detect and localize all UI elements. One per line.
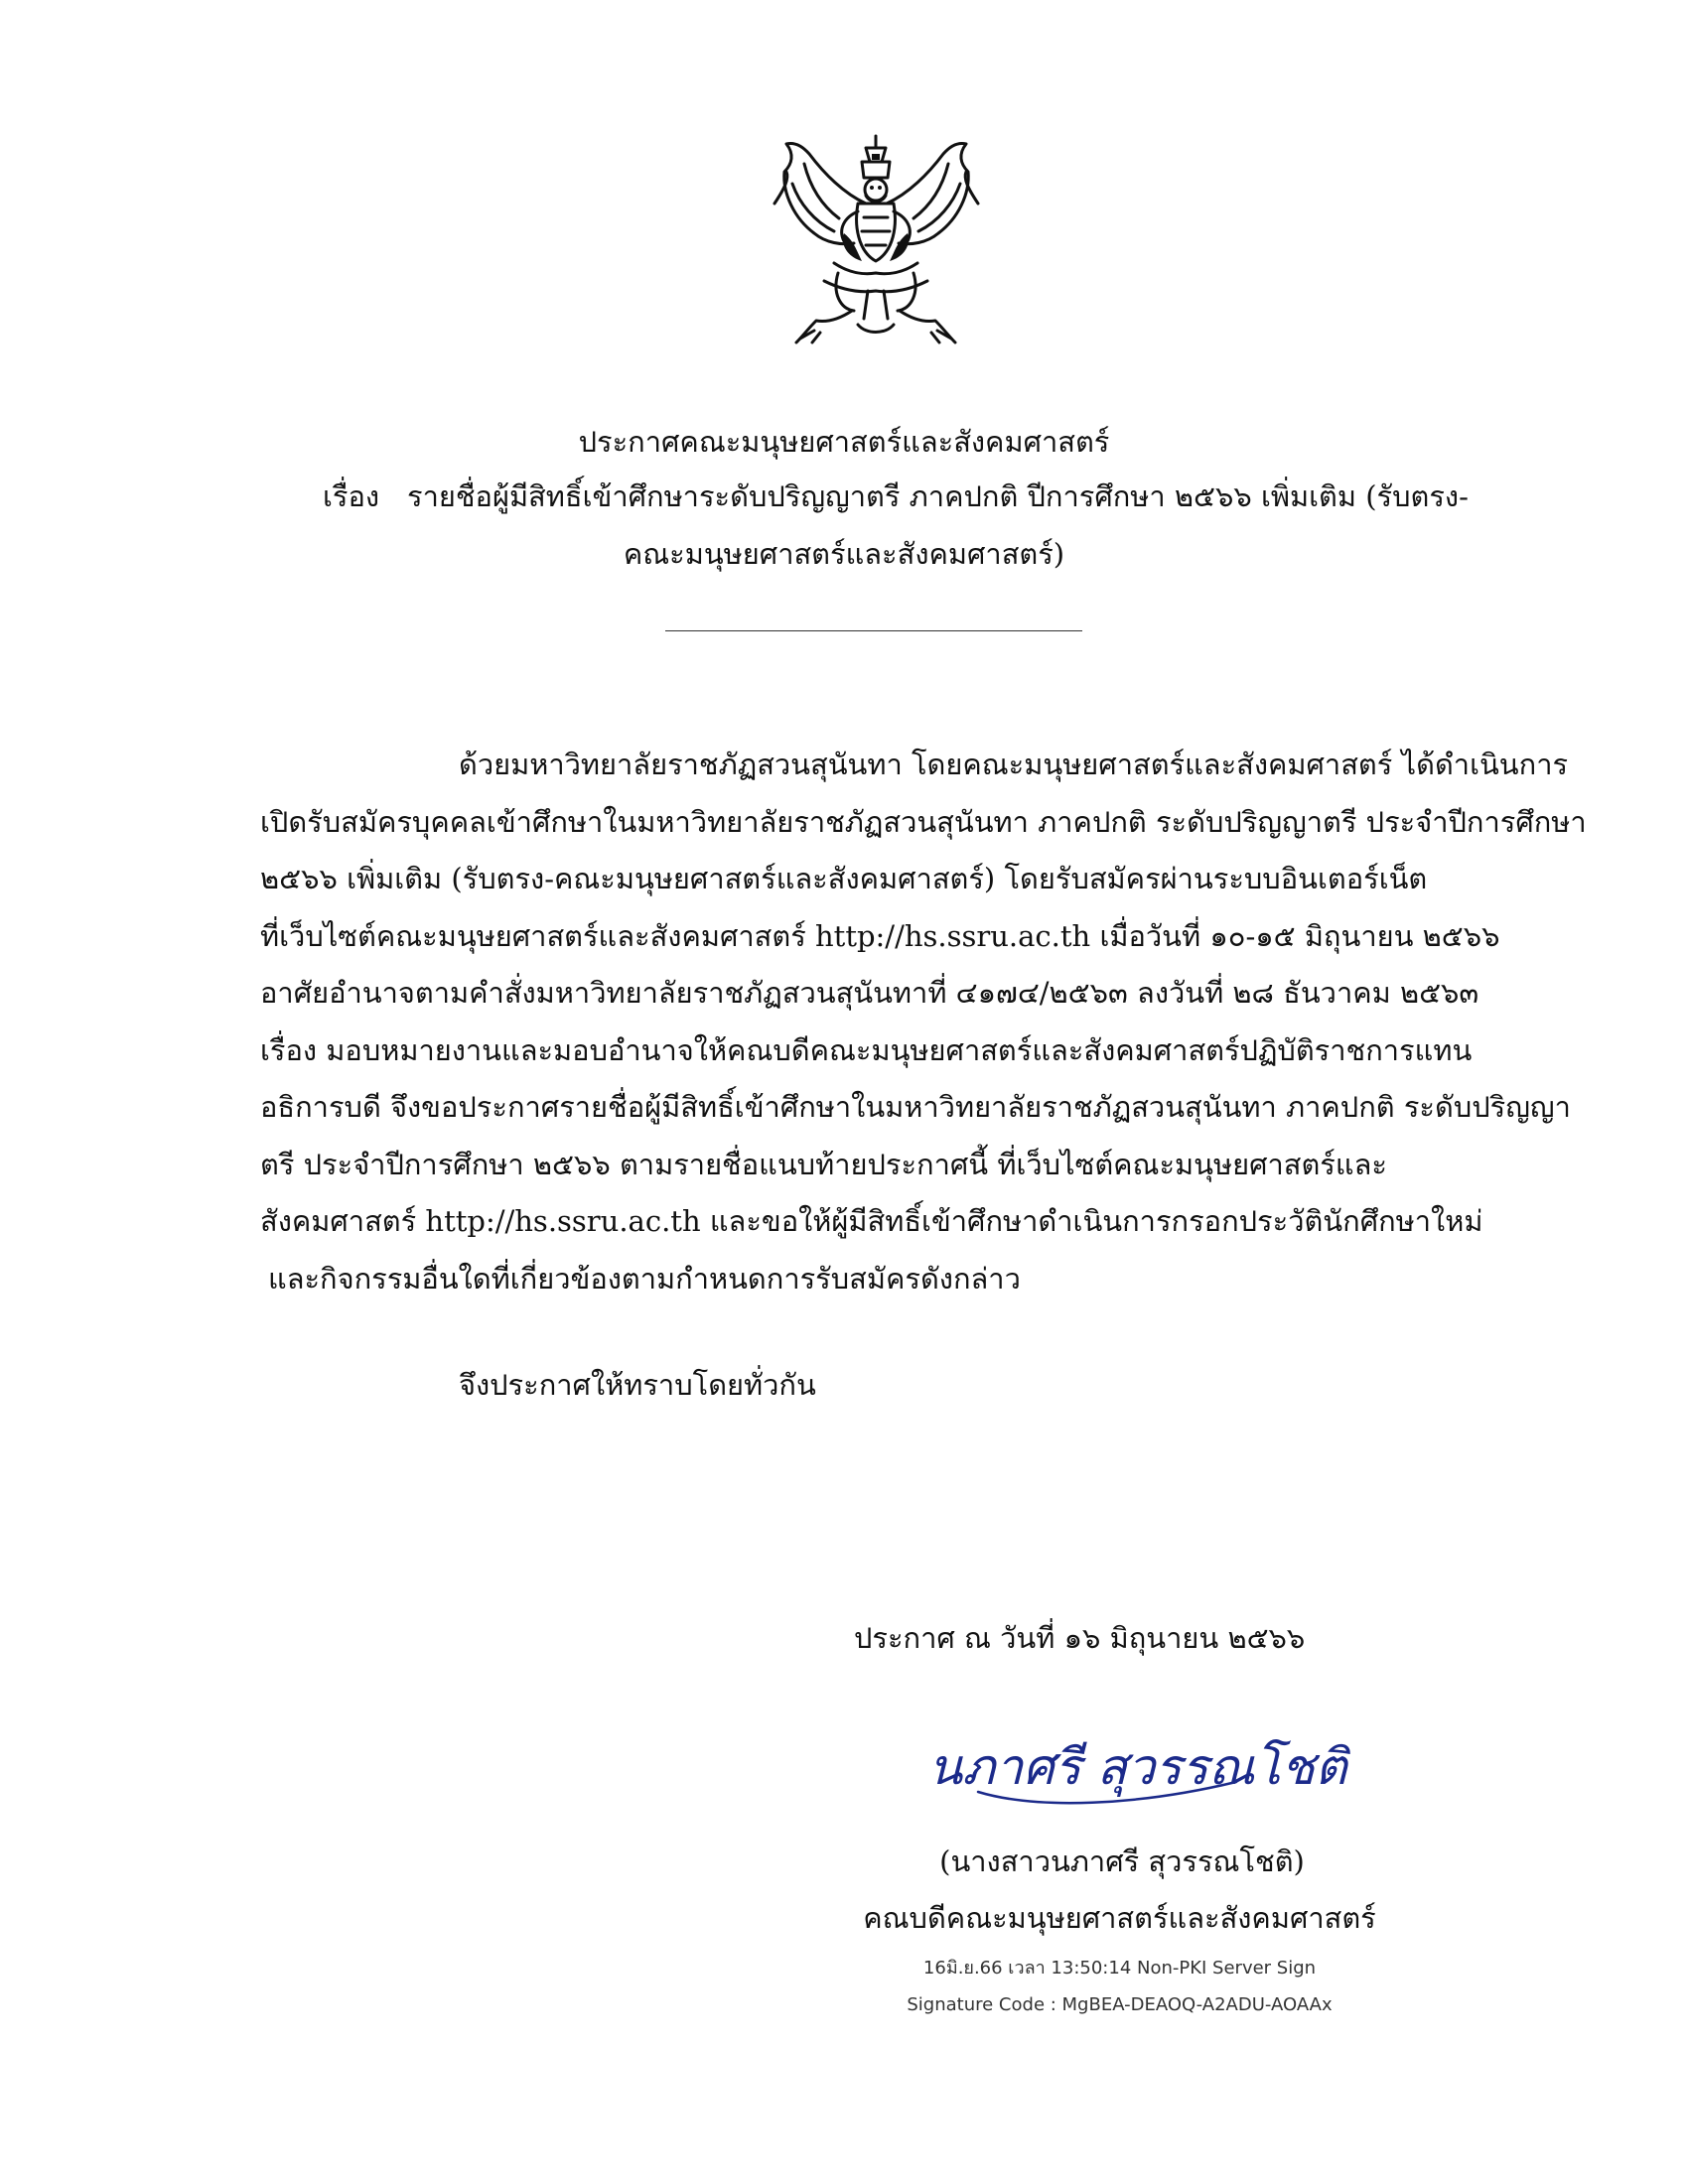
body-line: และกิจกรรมอื่นใดที่เกี่ยวข้องตามกำหนดการรับสมัครดังกล่าว	[268, 1261, 1021, 1296]
handwritten-signature	[918, 1722, 1347, 1817]
signature-code: Signature Code : MgBEA-DEAOQ-A2ADU-AOAAx	[907, 1994, 1333, 2015]
body-line: อาศัยอำนาจตามคำสั่งมหาวิทยาลัยราชภัฏสวนสุนันทาที่ ๔๑๗๔/๒๕๖๓ ลงวันที่ ๒๘ ธันวาคม ๒๕๖๓	[260, 976, 1479, 1010]
announcement-title: ประกาศคณะมนุษยศาสตร์และสังคมศาสตร์	[578, 425, 1110, 459]
body-line: เปิดรับสมัครบุคคลเข้าศึกษาในมหาวิทยาลัยราชภัฏสวนสุนันทา ภาคปกติ ระดับปริญญาตรี ประจำปีการศึกษา	[260, 804, 1587, 839]
subject-text-line-2: คณะมนุษยศาสตร์และสังคมศาสตร์)	[623, 537, 1065, 571]
svg-text:นภาศรี สุวรรณโชติ: นภาศรี สุวรรณโชติ	[928, 1738, 1347, 1796]
body-line: ที่เว็บไซต์คณะมนุษยศาสตร์และสังคมศาสตร์ http://hs.ssru.ac.th เมื่อวันที่ ๑๐-๑๕ มิถุนายน ๒๕๖๖	[260, 918, 1500, 953]
signer-title: คณบดีคณะมนุษยศาสตร์และสังคมศาสตร์	[863, 1901, 1376, 1935]
signer-name: (นางสาวนภาศรี สุวรรณโชติ)	[939, 1844, 1305, 1878]
body-line: สังคมศาสตร์ http://hs.ssru.ac.th และขอให้ผู้มีสิทธิ์เข้าศึกษาดำเนินการกรอกประวัตินักศึกษาใหม่	[260, 1204, 1483, 1238]
sign-timestamp: 16มิ.ย.66 เวลา 13:50:14 Non-PKI Server Sign	[922, 1958, 1317, 1979]
garuda-emblem-icon	[755, 134, 998, 347]
body-line: ด้วยมหาวิทยาลัยราชภัฏสวนสุนันทา โดยคณะมนุษยศาสตร์และสังคมศาสตร์ ได้ดำเนินการ	[459, 748, 1569, 781]
body-line: ตรี ประจำปีการศึกษา ๒๕๖๖ ตามรายชื่อแนบท้ายประกาศนี้ ที่เว็บไซต์คณะมนุษยศาสตร์และ	[260, 1147, 1387, 1181]
body-line: เรื่อง มอบหมายงานและมอบอำนาจให้คณบดีคณะมนุษยศาสตร์และสังคมศาสตร์ปฏิบัติราชการแทน	[260, 1032, 1473, 1067]
body-line: ๒๕๖๖ เพิ่มเติม (รับตรง-คณะมนุษยศาสตร์และสังคมศาสตร์) โดยรับสมัครผ่านระบบอินเตอร์เน็ต	[260, 862, 1428, 895]
body-line: อธิการบดี จึงขอประกาศรายชื่อผู้มีสิทธิ์เข้าศึกษาในมหาวิทยาลัยราชภัฏสวนสุนันทา ภาคปกติ ระดับปริญญา	[260, 1090, 1571, 1124]
heading-divider	[665, 630, 1082, 631]
announcement-date: ประกาศ ณ วันที่ ๑๖ มิถุนายน ๒๕๖๖	[854, 1621, 1306, 1655]
subject-label: เรื่อง	[323, 479, 380, 513]
subject-text-line-1: รายชื่อผู้มีสิทธิ์เข้าศึกษาระดับปริญญาตรี ภาคปกติ ปีการศึกษา ๒๕๖๖ เพิ่มเติม (รับตรง-	[407, 479, 1469, 513]
closing-statement: จึงประกาศให้ทราบโดยทั่วกัน	[459, 1368, 816, 1402]
subject-row	[323, 477, 1469, 516]
announcement-body	[260, 737, 1587, 1307]
